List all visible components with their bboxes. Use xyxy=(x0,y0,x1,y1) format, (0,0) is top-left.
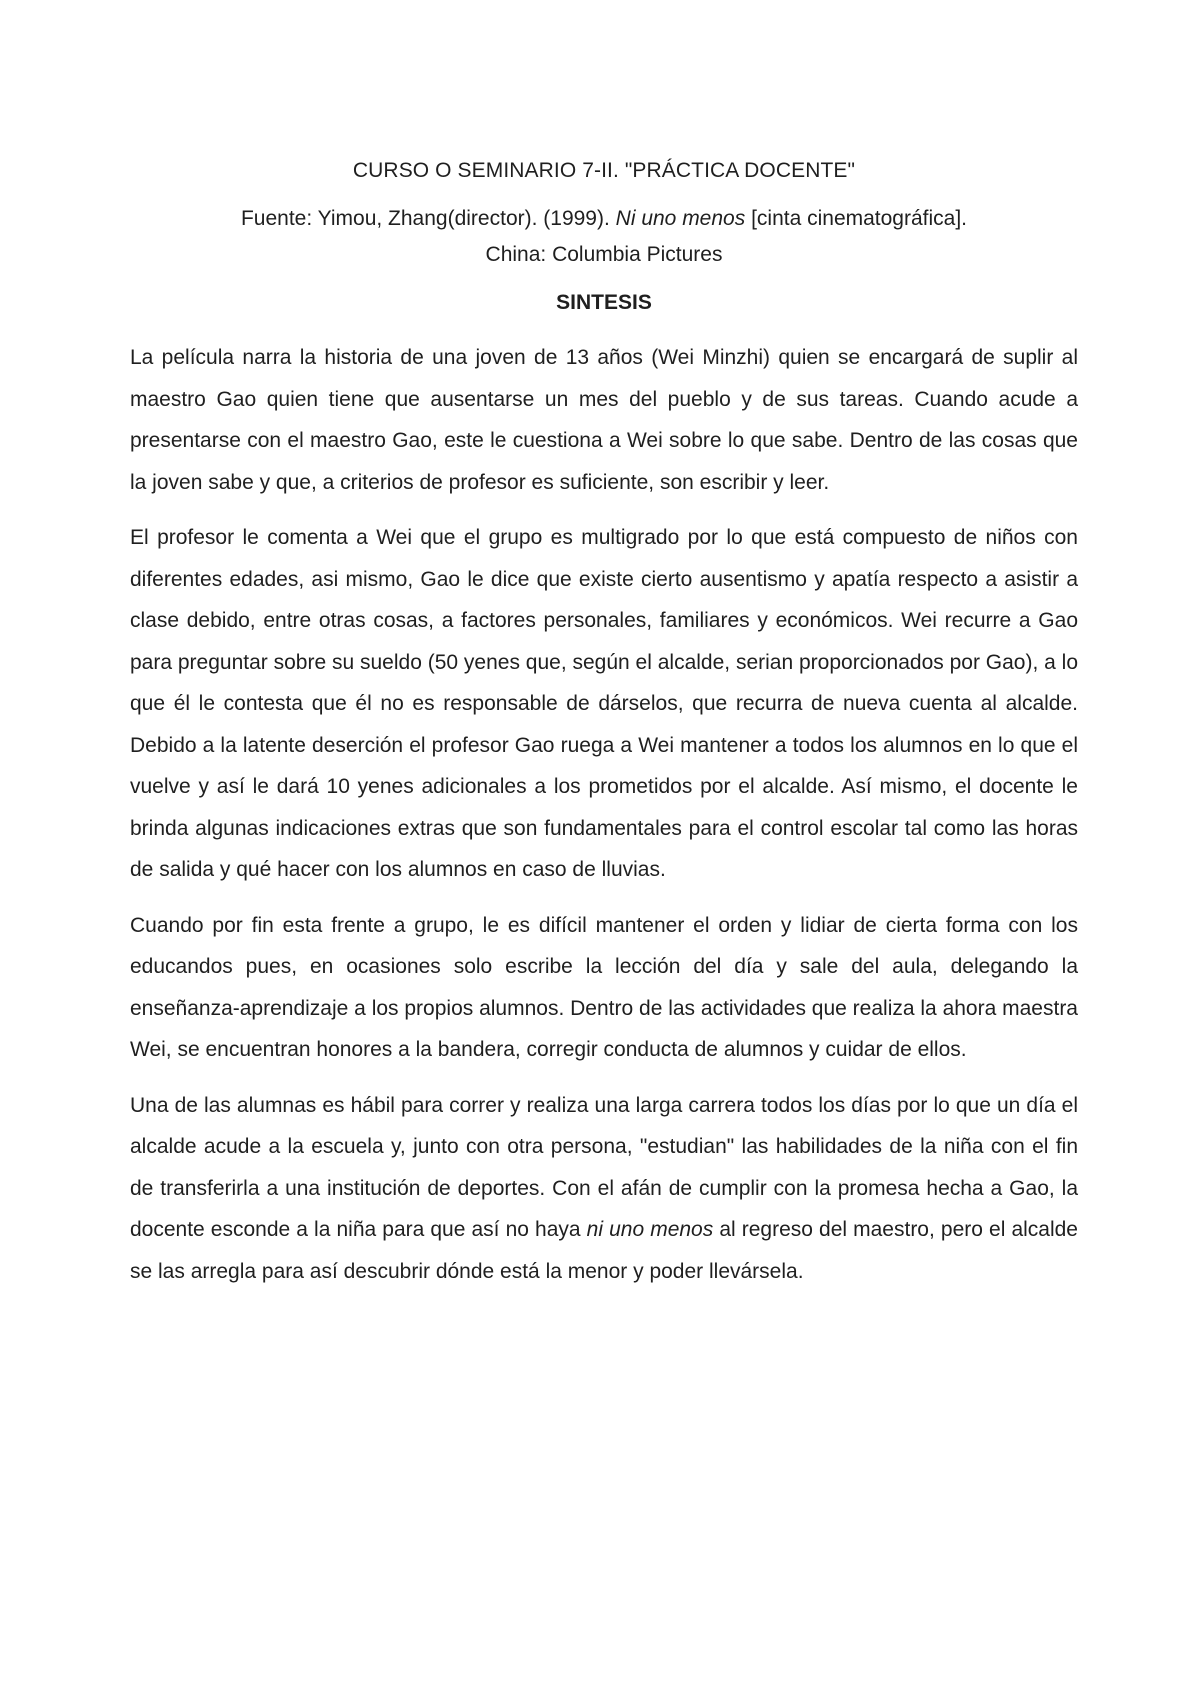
paragraph-3: Cuando por fin esta frente a grupo, le es difícil mantener el orden y lidiar de cierta forma con los educandos pues, en ocasiones solo escribe la lección del día y sale del aula, delegando la enseñanza-aprendizaje a los propios alumnos. Dentro de las actividades que realiza la ahora maestra Wei, se encuentran honores a la bandera, corregir conducta de alumnos y cuidar de ellos. xyxy=(130,913,1078,1061)
source-citation xyxy=(130,201,1078,273)
source-line-1 xyxy=(130,201,1078,237)
document-page xyxy=(130,155,1078,1306)
source-prefix: Fuente: Yimou, Zhang(director). (1999). xyxy=(240,207,616,230)
paragraph-4-part-1: Una de las alumnas es hábil para correr y realiza una larga carrera todos los días por lo que un día el alcalde acude a la escuela y, junto con otra persona, "estudian" las habilidades de la niña con el fin de transferirla a una institución de deportes. Con el afán de cumplir con la promesa hecha a Gao, la docente esconde a la niña para que así no haya xyxy=(130,1093,1078,1241)
document-title: CURSO O SEMINARIO 7-II. "PRÁCTICA DOCENTE" xyxy=(352,159,856,182)
source-film-title: Ni uno menos xyxy=(615,207,746,230)
paragraph-2: El profesor le comenta a Wei que el grupo es multigrado por lo que está compuesto de niños con diferentes edades, asi mismo, Gao le dice que existe cierto ausentismo y apatía respecto a asistir a clase debido, entre otras cosas, a factores personales, familiares y económicos. Wei recurre a Gao para preguntar sobre su sueldo (50 yenes que, según el alcalde, serian proporcionados por Gao), a lo que él le contesta que él no es responsable de dárselos, que recurra de nueva cuenta al alcalde. Debido a la latente deserción el profesor Gao ruega a Wei mantener a todos los alumnos en lo que el vuelve y así le dará 10 yenes adicionales a los prometidos por el alcalde. Así mismo, el docente le brinda algunas indicaciones extras que son fundamentales para el control escolar tal como las horas de salida y qué hacer con los alumnos en caso de lluvias. xyxy=(130,526,1078,881)
paragraph-4 xyxy=(130,1085,1078,1293)
paragraph-4-italic: ni uno menos xyxy=(586,1218,714,1241)
section-heading: SINTESIS xyxy=(556,291,652,314)
source-suffix: [cinta cinematográfica]. xyxy=(745,207,968,230)
source-line-2: China: Columbia Pictures xyxy=(485,243,723,266)
paragraph-1: La película narra la historia de una joven de 13 años (Wei Minzhi) quien se encargará de suplir al maestro Gao quien tiene que ausentarse un mes del pueblo y de sus tareas. Cuando acude a presentarse con el maestro Gao, este le cuestiona a Wei sobre lo que sabe. Dentro de las cosas que la joven sabe y que, a criterios de profesor es suficiente, son escribir y leer. xyxy=(130,346,1078,494)
paragraph-4-part-2: al regreso del maestro, pero el alcalde se las arregla para así descubrir dónde está la menor y poder llevársela. xyxy=(130,1218,1078,1283)
